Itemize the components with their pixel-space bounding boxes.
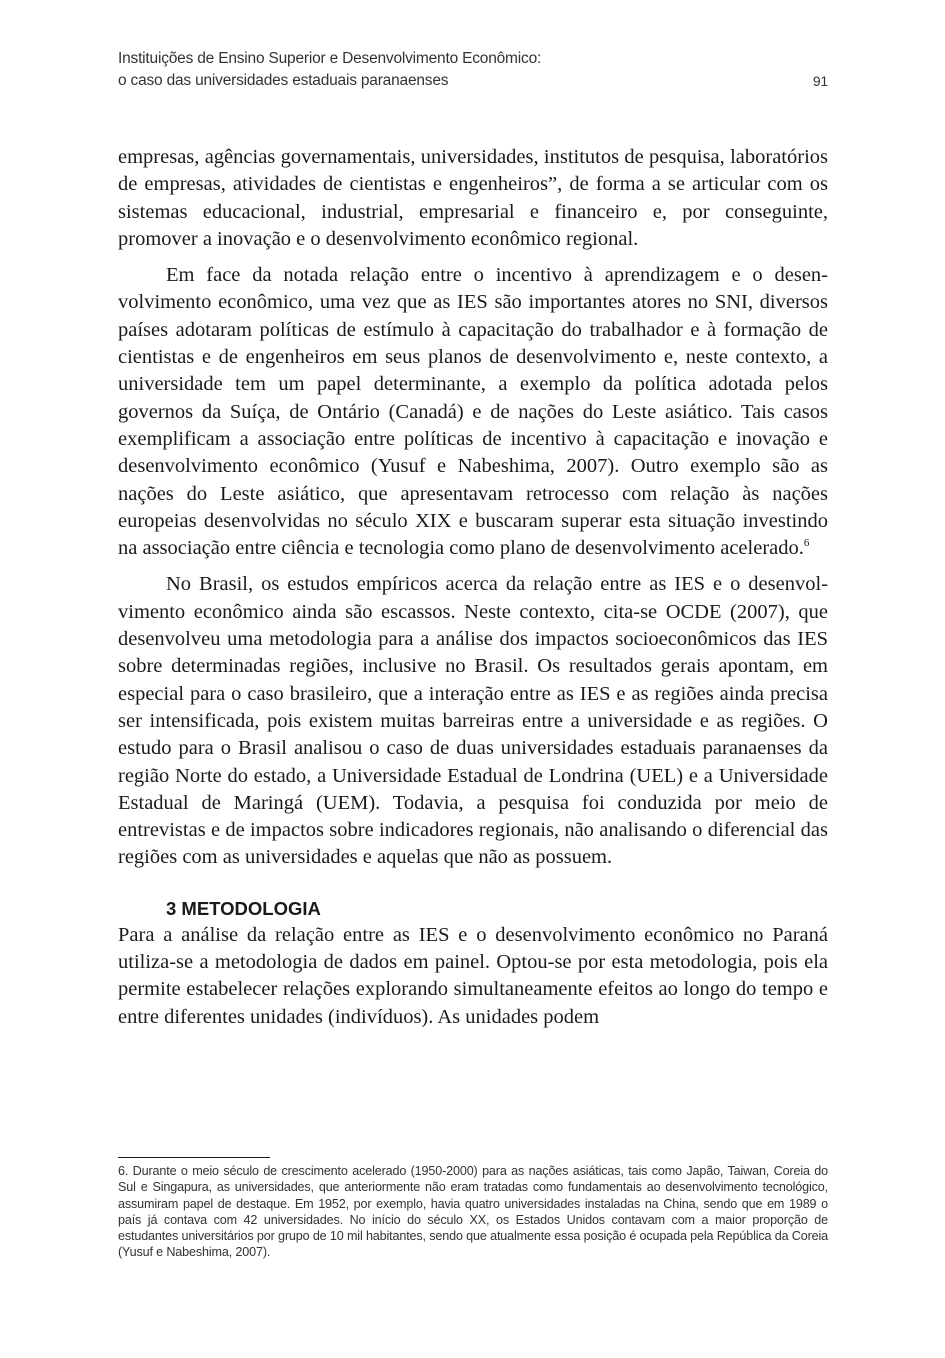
header-title-line-2: o caso das universidades estaduais paranaenses bbox=[118, 72, 449, 89]
paragraph-1: empresas, agências governamentais, universidades, institutos de pesquisa, laboratórios de empresas, atividades de cientistas e engenheiros”, de forma a se articular com os sistemas educacional, industrial, empresarial e financeiro e, por conseguinte, promover a inovação e o desenvolvimento econômico regional. bbox=[118, 146, 828, 250]
running-header bbox=[118, 48, 828, 92]
section-heading: 3 METODOLOGIA bbox=[166, 897, 321, 919]
paragraph-2 bbox=[118, 262, 828, 562]
paragraph-2-text: Em face da notada relação entre o incentivo à aprendizagem e o desenvolvimento econômico, uma vez que as IES são importantes atores no SNI, diversos países adotaram políticas de estímulo à capacitação do trabalhador e à formação de cientistas e de engenheiros em seus planos de desenvolvimento e, neste contexto, a universidade tem um papel determinante, a exemplo da política adotada pelos governos da Suíça, de Ontário (Canadá) e de nações do Leste asiático. Tais casos exemplificam a associação entre políticas de incentivo à capacitação e inovação e desenvolvimento econômico (Yusuf e Nabeshima, 2007). Outro exemplo são as nações do Leste asiático, que apresentavam retrocesso com relação às nações europeias desenvolvidas no século XIX e buscaram superar esta situação investindo na associação entre ciência e tecnologia como plano de desenvolvimento acelerado. bbox=[118, 264, 828, 560]
paragraph-3: No Brasil, os estudos empíricos acerca da relação entre as IES e o desenvolvimento econômico ainda são escassos. Neste contexto, cita-se OCDE (2007), que desenvolveu uma metodologia para a análise dos impactos socioeconômicos das IES sobre determinadas regiões, inclusive no Brasil. Os resultados gerais apontam, em especial para o caso brasileiro, que a interação entre as IES e as regiões ainda precisa ser intensificada, pois existem muitas barreiras entre a universidade e as regiões. O estudo para o Brasil analisou o caso de duas universidades estaduais paranaenses da região Norte do estado, a Universidade Estadual de Londrina (UEL) e a Universidade Estadual de Maringá (UEM). Todavia, a pesquisa foi conduzida por meio de entrevistas e de impactos sobre indicadores regionais, não analisando o diferencial das regiões com as universidades e aquelas que não as possuem. bbox=[118, 573, 828, 869]
footnote-text: 6. Durante o meio século de crescimento acelerado (1950-2000) para as nações asiáticas, tais como Japão, Taiwan, Coreia do Sul e Singapura, as universidades, que anteriormente não eram tratadas como fundamentais ao desenvolvimento tecnológico, assumiram papel de destaque. Em 1952, por exemplo, havia quatro universidades instaladas na China, sendo que em 1989 o país já contava com 42 universidades. No início do século XX, os Estados Unidos contavam com a maior proporção de estudantes universitários por grupo de 10 mil habitantes, sendo que atualmente essa posição é ocupada pela República da Coreia (Yusuf e Nabeshima, 2007). bbox=[118, 1164, 828, 1260]
footnote-reference: 6 bbox=[803, 537, 810, 550]
footnote-divider bbox=[118, 1157, 270, 1158]
paragraph-4: Para a análise da relação entre as IES e o desenvolvimento econômico no Paraná utiliza-se a metodologia de dados em painel. Optou-se por esta metodologia, pois ela permite estabelecer relações explorando simultaneamente efeitos ao longo do tempo e entre diferentes unidades (indivíduos). As unidades podem bbox=[118, 923, 828, 1028]
body-text bbox=[118, 144, 828, 1040]
page-number: 91 bbox=[812, 73, 828, 89]
footnote bbox=[118, 1163, 828, 1261]
header-title-line-1: Instituições de Ensino Superior e Desenvolvimento Econômico: bbox=[118, 50, 542, 67]
